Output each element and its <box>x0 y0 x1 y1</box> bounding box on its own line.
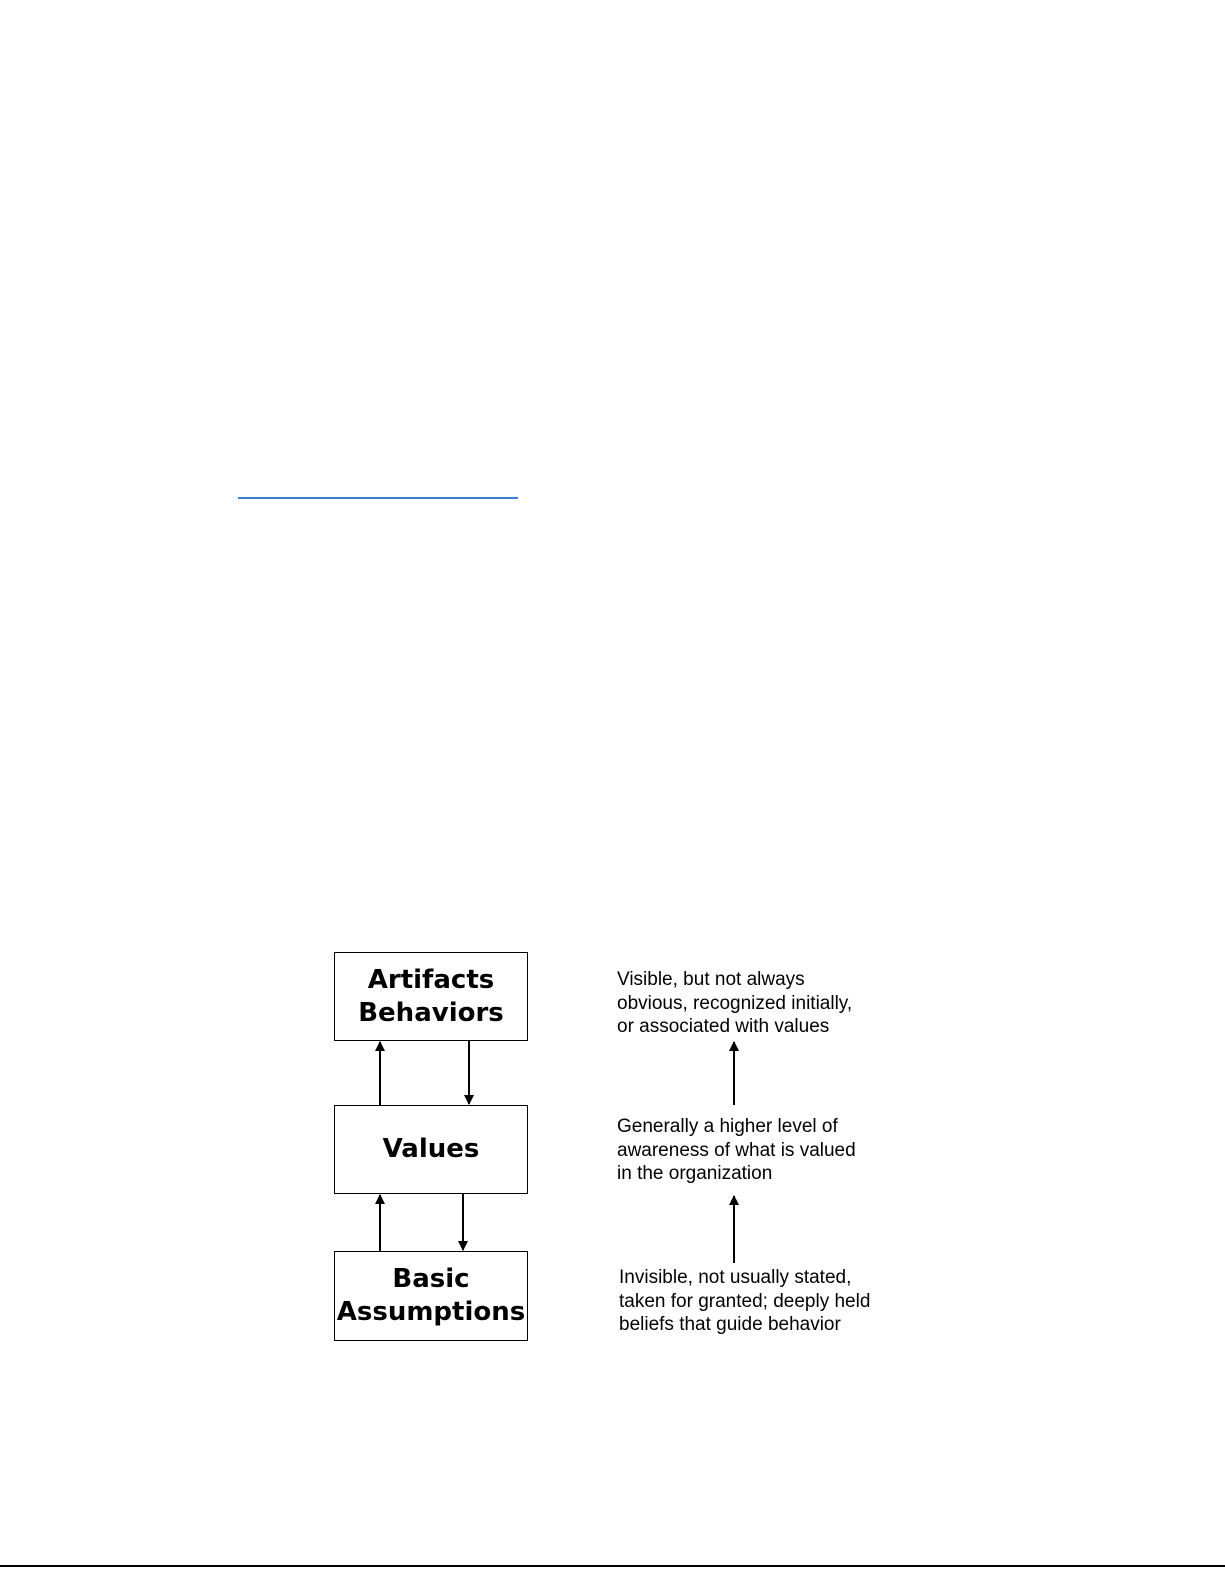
description-line: awareness of what is valued <box>617 1139 856 1161</box>
description-line: taken for granted; deeply held <box>619 1290 871 1312</box>
description-line: or associated with values <box>617 1016 830 1037</box>
description-line: Generally a higher level of <box>617 1116 838 1137</box>
description-line: in the organization <box>617 1163 773 1184</box>
page-bottom-rule <box>0 1565 1225 1567</box>
description-line: Invisible, not usually stated, <box>619 1267 852 1288</box>
description-line: beliefs that guide behavior <box>619 1314 841 1335</box>
box-title-line: Basic <box>392 1264 470 1294</box>
box-title-line: Artifacts <box>367 964 495 995</box>
box-title-line: Values <box>382 1134 480 1164</box>
box-title-line: Assumptions <box>336 1297 526 1327</box>
box-title-line: Behaviors <box>358 997 504 1028</box>
description-line: Visible, but not always <box>617 969 805 990</box>
description-line: obvious, recognized initially, <box>617 992 853 1014</box>
